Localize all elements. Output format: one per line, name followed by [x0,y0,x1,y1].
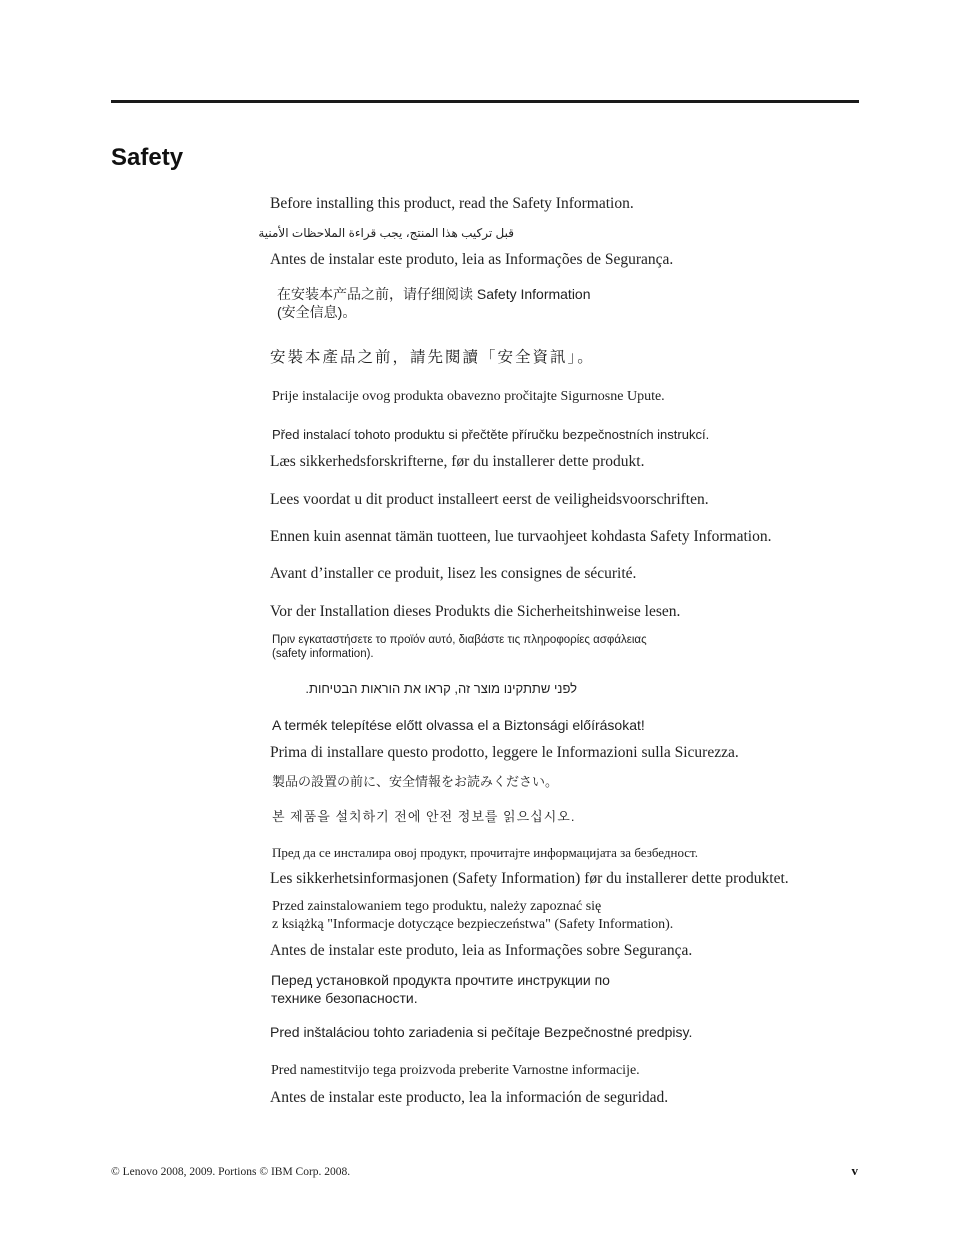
page-title: Safety [111,144,184,171]
notice-chinese-simplified-line2: (安全信息)。 [277,304,357,320]
notice-finnish: Ennen kuin asennat tämän tuotteen, lue turvaohjeet kohdasta Safety Information. [270,528,772,545]
footer-copyright: © Lenovo 2008, 2009. Portions © IBM Corp. 2008. [111,1166,351,1178]
page-number: v [851,1163,858,1178]
notice-greek-line2: (safety information). [272,648,374,660]
notice-russian-line1: Перед установкой продукта прочтите инструкции по [271,972,610,988]
notice-portuguese: Antes de instalar este produto, leia as Informações sobre Segurança. [270,942,693,959]
notice-arabic: قبل تركيب هذا المنتج، يجب قراءة الملاحظات الأمنية [258,226,514,240]
notice-macedonian: Пред да се инсталира овој продукт, прочитајте информацијата за безбедност. [272,845,698,860]
header-rule [111,100,859,103]
notice-greek-line1: Πριν εγκαταστήσετε το προϊόν αυτό, διαβάστε τις πληροφορίες ασφάλειας [272,634,647,646]
notice-english: Before installing this product, read the Safety Information. [270,195,634,212]
notice-french: Avant d’installer ce produit, lisez les consignes de sécurité. [270,565,637,582]
notice-russian-line2: технике безопасности. [271,990,418,1006]
notice-korean: 본 제품을 설치하기 전에 안전 정보를 읽으십시오. [272,809,576,824]
notice-spanish: Antes de instalar este producto, lea la información de seguridad. [270,1089,669,1106]
notice-croatian: Prije instalacije ovog produkta obavezno pročitajte Sigurnosne Upute. [272,389,665,404]
notice-polish-line1: Przed zainstalowaniem tego produktu, należy zapoznać się [272,899,602,914]
notice-chinese-traditional: 安裝本產品之前，請先閱讀「安全資訊」。 [270,349,595,366]
notice-danish: Læs sikkerhedsforskrifterne, før du installerer dette produkt. [270,453,645,470]
notice-hungarian: A termék telepítése előtt olvassa el a Biztonsági előírásokat! [272,717,645,733]
notice-czech: Před instalací tohoto produktu si přečtěte příručku bezpečnostních instrukcí. [272,427,710,442]
notice-polish-line2: z książką "Informacje dotyczące bezpieczeństwa" (Safety Information). [272,917,674,932]
notice-slovak: Pred inštaláciou tohto zariadenia si pečítaje Bezpečnostné predpisy. [270,1024,693,1040]
notice-norwegian: Les sikkerhetsinformasjonen (Safety Information) før du installerer dette produktet. [270,870,789,887]
notice-german: Vor der Installation dieses Produkts die Sicherheitshinweise lesen. [270,603,681,620]
notice-hebrew: לפני שתתקינו מוצר זה, קראו את הוראות הבטיחות. [305,681,577,696]
notice-dutch: Lees voordat u dit product installeert eerst de veiligheidsvoorschriften. [270,491,709,508]
notice-japanese: 製品の設置の前に、安全情報をお読みください。 [272,774,559,789]
notice-slovenian: Pred namestitvijo tega proizvoda preberite Varnostne informacije. [271,1063,640,1078]
notice-portuguese-brazil: Antes de instalar este produto, leia as Informações de Segurança. [270,251,674,268]
notice-chinese-simplified-line1: 在安装本产品之前，请仔细阅读 Safety Information [277,286,591,302]
notice-italian: Prima di installare questo prodotto, leggere le Informazioni sulla Sicurezza. [270,744,739,761]
